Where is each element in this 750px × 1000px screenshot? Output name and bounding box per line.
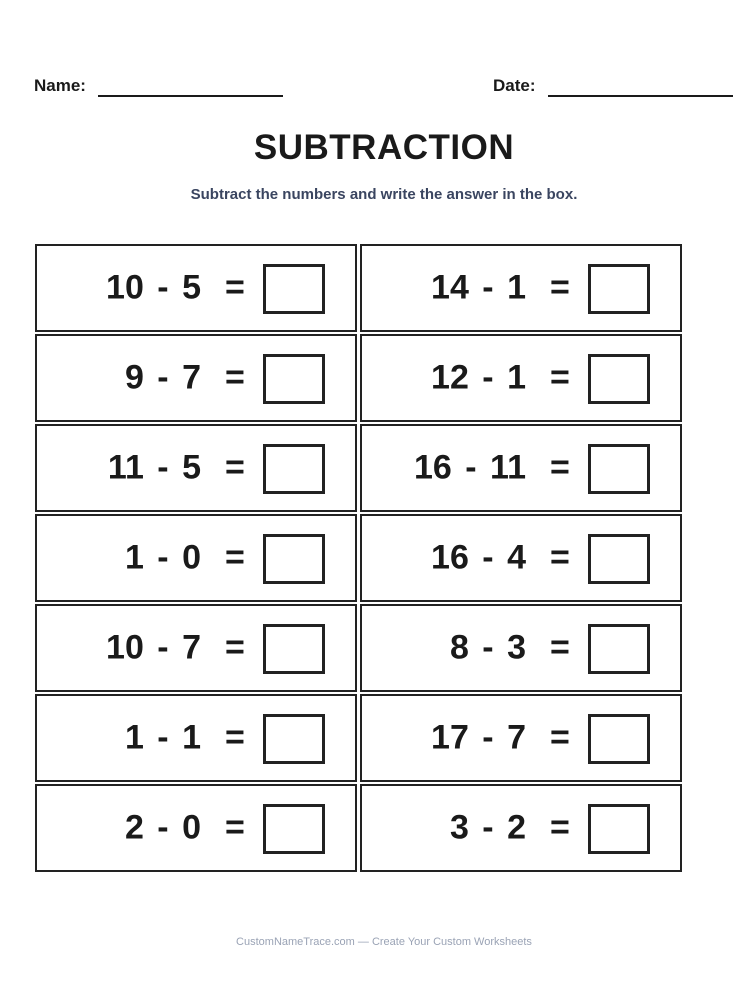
equals-sign: =: [225, 448, 245, 487]
problem-cell: [35, 604, 357, 692]
problem-cell: [360, 244, 682, 332]
problem-expression: 9 - 7: [124, 358, 201, 397]
problem-cell: [35, 244, 357, 332]
answer-box[interactable]: [263, 534, 325, 584]
problem-expression: 2 - 0: [124, 808, 201, 847]
problem-cell: [360, 334, 682, 422]
problem-cell: [35, 334, 357, 422]
date-field: [493, 76, 733, 96]
problem-cell: [360, 694, 682, 782]
problem-cell: [35, 424, 357, 512]
equals-sign: =: [225, 628, 245, 667]
problem-expression: 10 - 5: [106, 268, 201, 307]
answer-box[interactable]: [588, 804, 650, 854]
equals-sign: =: [225, 358, 245, 397]
answer-box[interactable]: [263, 264, 325, 314]
answer-box[interactable]: [263, 354, 325, 404]
answer-box[interactable]: [588, 534, 650, 584]
answer-box[interactable]: [588, 714, 650, 764]
problem-expression: 8 - 3: [449, 628, 526, 667]
equals-sign: =: [550, 718, 570, 757]
footer-credit: CustomNameTrace.com — Create Your Custom Worksheets: [236, 936, 532, 948]
equals-sign: =: [225, 538, 245, 577]
equals-sign: =: [550, 268, 570, 307]
problem-expression: 12 - 1: [431, 358, 526, 397]
problem-expression: 1 - 1: [124, 718, 201, 757]
problem-cell: [35, 694, 357, 782]
equals-sign: =: [225, 718, 245, 757]
problem-expression: 11 - 5: [107, 448, 201, 487]
equals-sign: =: [550, 448, 570, 487]
name-line[interactable]: [98, 95, 283, 97]
problem-grid: [35, 244, 682, 874]
problem-expression: 17 - 7: [431, 718, 526, 757]
problem-cell: [360, 784, 682, 872]
answer-box[interactable]: [588, 444, 650, 494]
equals-sign: =: [225, 268, 245, 307]
answer-box[interactable]: [588, 264, 650, 314]
answer-box[interactable]: [263, 624, 325, 674]
problem-expression: 14 - 1: [431, 268, 526, 307]
problem-expression: 16 - 11: [414, 448, 526, 487]
page-title: SUBTRACTION: [253, 128, 515, 167]
equals-sign: =: [550, 358, 570, 397]
equals-sign: =: [550, 538, 570, 577]
equals-sign: =: [550, 628, 570, 667]
problem-expression: 1 - 0: [124, 538, 201, 577]
name-field: [34, 76, 283, 96]
answer-box[interactable]: [263, 714, 325, 764]
problem-expression: 3 - 2: [449, 808, 526, 847]
problem-expression: 10 - 7: [106, 628, 201, 667]
equals-sign: =: [225, 808, 245, 847]
problem-cell: [360, 424, 682, 512]
name-label: Name:: [34, 76, 86, 95]
instructions: Subtract the numbers and write the answer in the box.: [190, 186, 578, 203]
problem-cell: [35, 514, 357, 602]
equals-sign: =: [550, 808, 570, 847]
answer-box[interactable]: [588, 354, 650, 404]
problem-cell: [360, 514, 682, 602]
answer-box[interactable]: [263, 444, 325, 494]
problem-expression: 16 - 4: [431, 538, 526, 577]
answer-box[interactable]: [588, 624, 650, 674]
problem-cell: [360, 604, 682, 692]
problem-cell: [35, 784, 357, 872]
answer-box[interactable]: [263, 804, 325, 854]
date-line[interactable]: [548, 95, 733, 97]
date-label: Date:: [493, 76, 536, 95]
